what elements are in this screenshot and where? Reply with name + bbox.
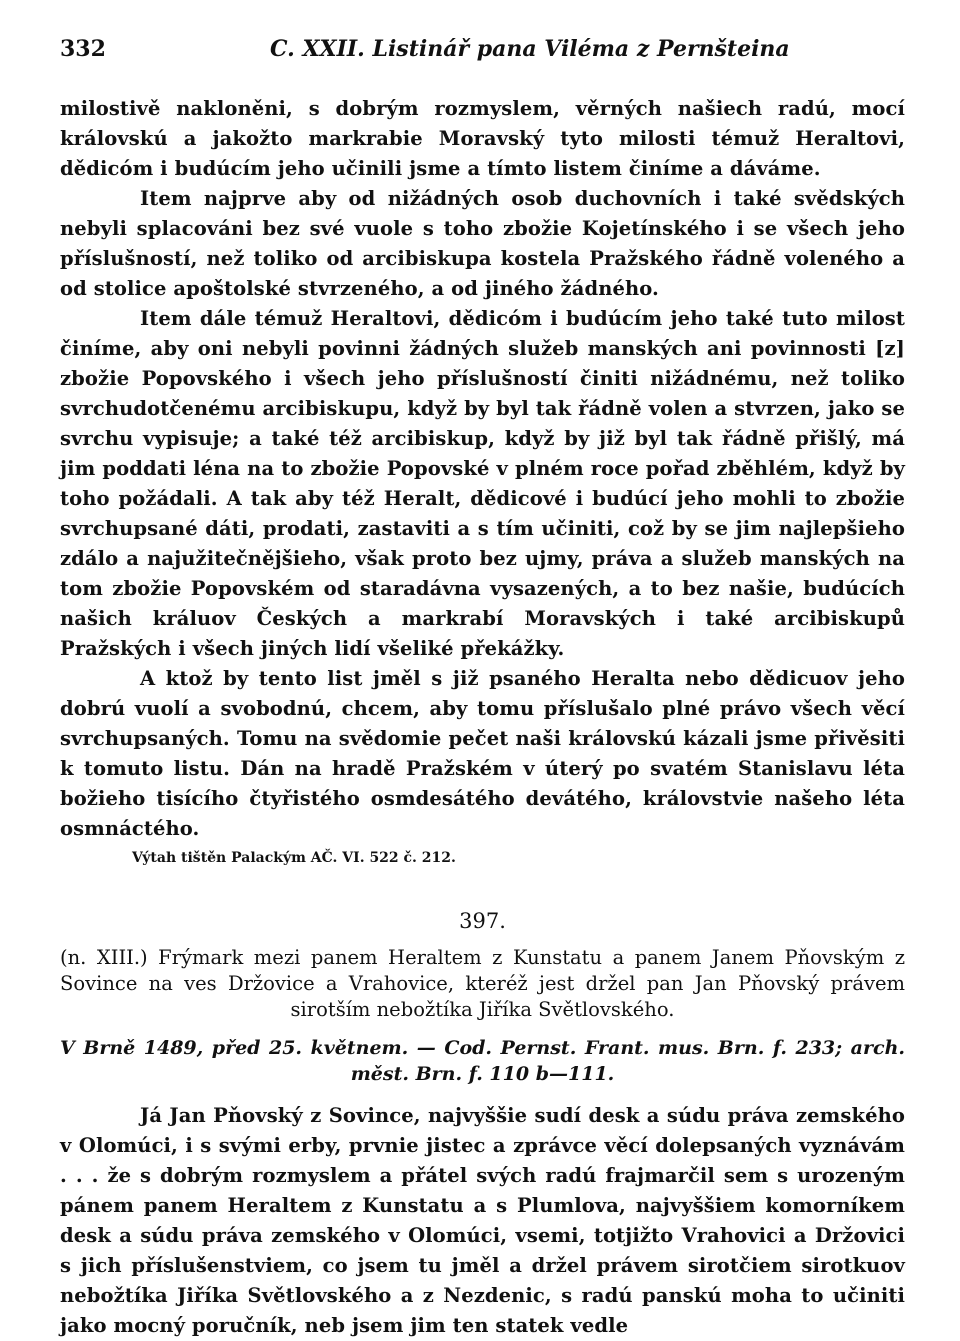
page-header <box>60 36 905 76</box>
paragraph-3: Item dále témuž Heraltovi, dědicóm i budúcím jeho také tuto milost činíme, aby oni nebyli povinni žádných služeb manských ani povinnosti [z] zbožie Popovského i všech jeho příslušností činiti nižádnému, než toliko svrchudotčenému arcibiskupu, když by byl tak řádně volen a stvrzen, jako se svrchu vypisuje; a také též arcibiskup, když by již byl tak řádně přišlý, má jim poddati léna na to zbožie Popovské v plném roce pořad zběhlém, když by toho požádali. A tak aby též Heralt, dědicové i budúcí jeho mohli to zbožie svrchupsané dáti, prodati, zastaviti a s tím učiniti, což by se jim najlepšieho zdálo a najužitečnějšieho, však proto bez ujmy, práva a služeb manských na tom zbožie Popovském od staradávna vysazených, a to bez našie, budúcích našich králuov Českých a markrabí Moravských i také arcibiskupů Pražských i všech jiných lidí všeliké překážky. <box>60 307 905 660</box>
charter-text <box>60 94 905 844</box>
paragraph-4: A ktož by tento list jměl s již psaného Heralta nebo dědicuov jeho dobrú vuolí a svobodnú, chcem, aby tomu příslušalo plné právo všech věcí svrchupsaných. Tomu na svědomie pečet naši královskú kázali jsme přivěsiti k tomuto listu. Dán na hradě Pražském v úterý po svatém Stanislavu léta božieho tisícího čtyřistého osmdesátého devátého, královstvie našeho léta osmnáctého. <box>60 667 905 840</box>
document-page <box>60 36 905 1341</box>
document-text <box>60 1101 905 1341</box>
source-note: Výtah tištěn Palackým AČ. VI. 522 č. 212. <box>132 850 456 866</box>
running-head: C. XXII. Listinář pana Viléma z Pernšteina <box>270 36 790 62</box>
document-dating: V Brně 1489, před 25. květnem. — Cod. Pernst. Frant. mus. Brn. f. 233; arch. měst. Brn. f. 110 b—111. <box>60 1037 905 1085</box>
document-regest: (n. XIII.) Frýmark mezi panem Heraltem z Kunstatu a panem Janem Pňovským z Sovince na ves Držovice a Vrahovice, kteréž jest držel pan Jan Pňovský právem sirotším nebožtíka Jiříka Světlovského. <box>60 946 905 1021</box>
page-number: 332 <box>60 36 106 62</box>
paragraph-1: milostivě nakloněni, s dobrým rozmyslem, věrných našiech radú, mocí královskú a jakožto markrabie Moravský tyto milosti témuž Heraltovi, dědicóm i budúcím jeho učinili jsme a tímto listem činíme a dáváme. <box>60 97 905 180</box>
paragraph-2: Item najprve aby od nižádných osob duchovních i také svědských nebyli splacováni bez své vuole s toho zbožie Kojetínského i se všech jeho příslušností, než toliko od arcibiskupa kostela Pražského řádně voleného a od stolice apoštolské stvrzeného, a od jiného žádného. <box>60 187 905 300</box>
document-number: 397. <box>459 909 506 933</box>
document-paragraph: Já Jan Pňovský z Sovince, najvyššie sudí desk a súdu práva zemského v Olomúci, i s svými erby, prvnie jistec a zprávce věcí dolepsaných vyznávám . . . že s dobrým rozmyslem a přátel svých radú frajmarčil sem s urozeným pánem panem Heraltem z Kunstatu a s Plumlova, najvyššiem komorníkem desk a súdu práva zemského v Olomúci, vsemi, totjižto Vrahovici a Držovici s jich příslušenstviem, co jsem tu jměl a držel právem sirotčiem sirotkuov nebožtíka Jiříka Světlovského a z Nezdenic, s radú panskú moha to učiniti jako mocný poručník, neb jsem jim ten statek vedle <box>60 1104 905 1337</box>
